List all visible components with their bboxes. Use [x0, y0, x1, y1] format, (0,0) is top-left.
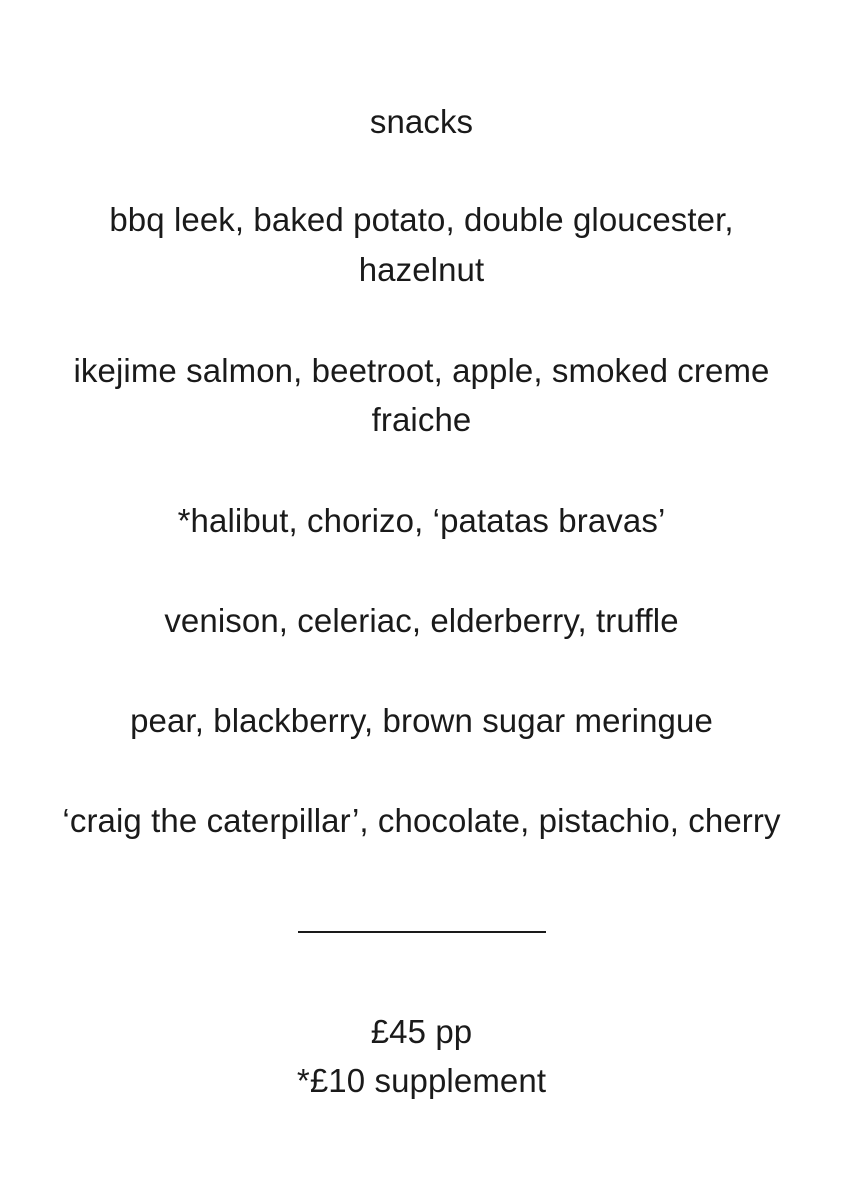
price-per-person: £45 pp — [370, 1013, 473, 1050]
dish-2-line-1: ikejime salmon, beetroot, apple, smoked creme — [73, 352, 770, 389]
dish-3: *halibut, chorizo, ‘patatas bravas’ — [177, 502, 666, 539]
dish-4: venison, celeriac, elderberry, truffle — [164, 602, 679, 639]
dish-1-line-2: hazelnut — [358, 251, 485, 288]
menu-heading-snacks: snacks — [369, 103, 474, 140]
dish-1-line-1: bbq leek, baked potato, double gloucester, — [109, 201, 734, 238]
dish-2-line-2: fraiche — [371, 401, 472, 438]
divider-rule — [298, 931, 546, 933]
dish-6: ‘craig the caterpillar’, chocolate, pistachio, cherry — [62, 802, 781, 839]
dish-5: pear, blackberry, brown sugar meringue — [130, 702, 713, 739]
supplement-note: *£10 supplement — [296, 1062, 547, 1099]
